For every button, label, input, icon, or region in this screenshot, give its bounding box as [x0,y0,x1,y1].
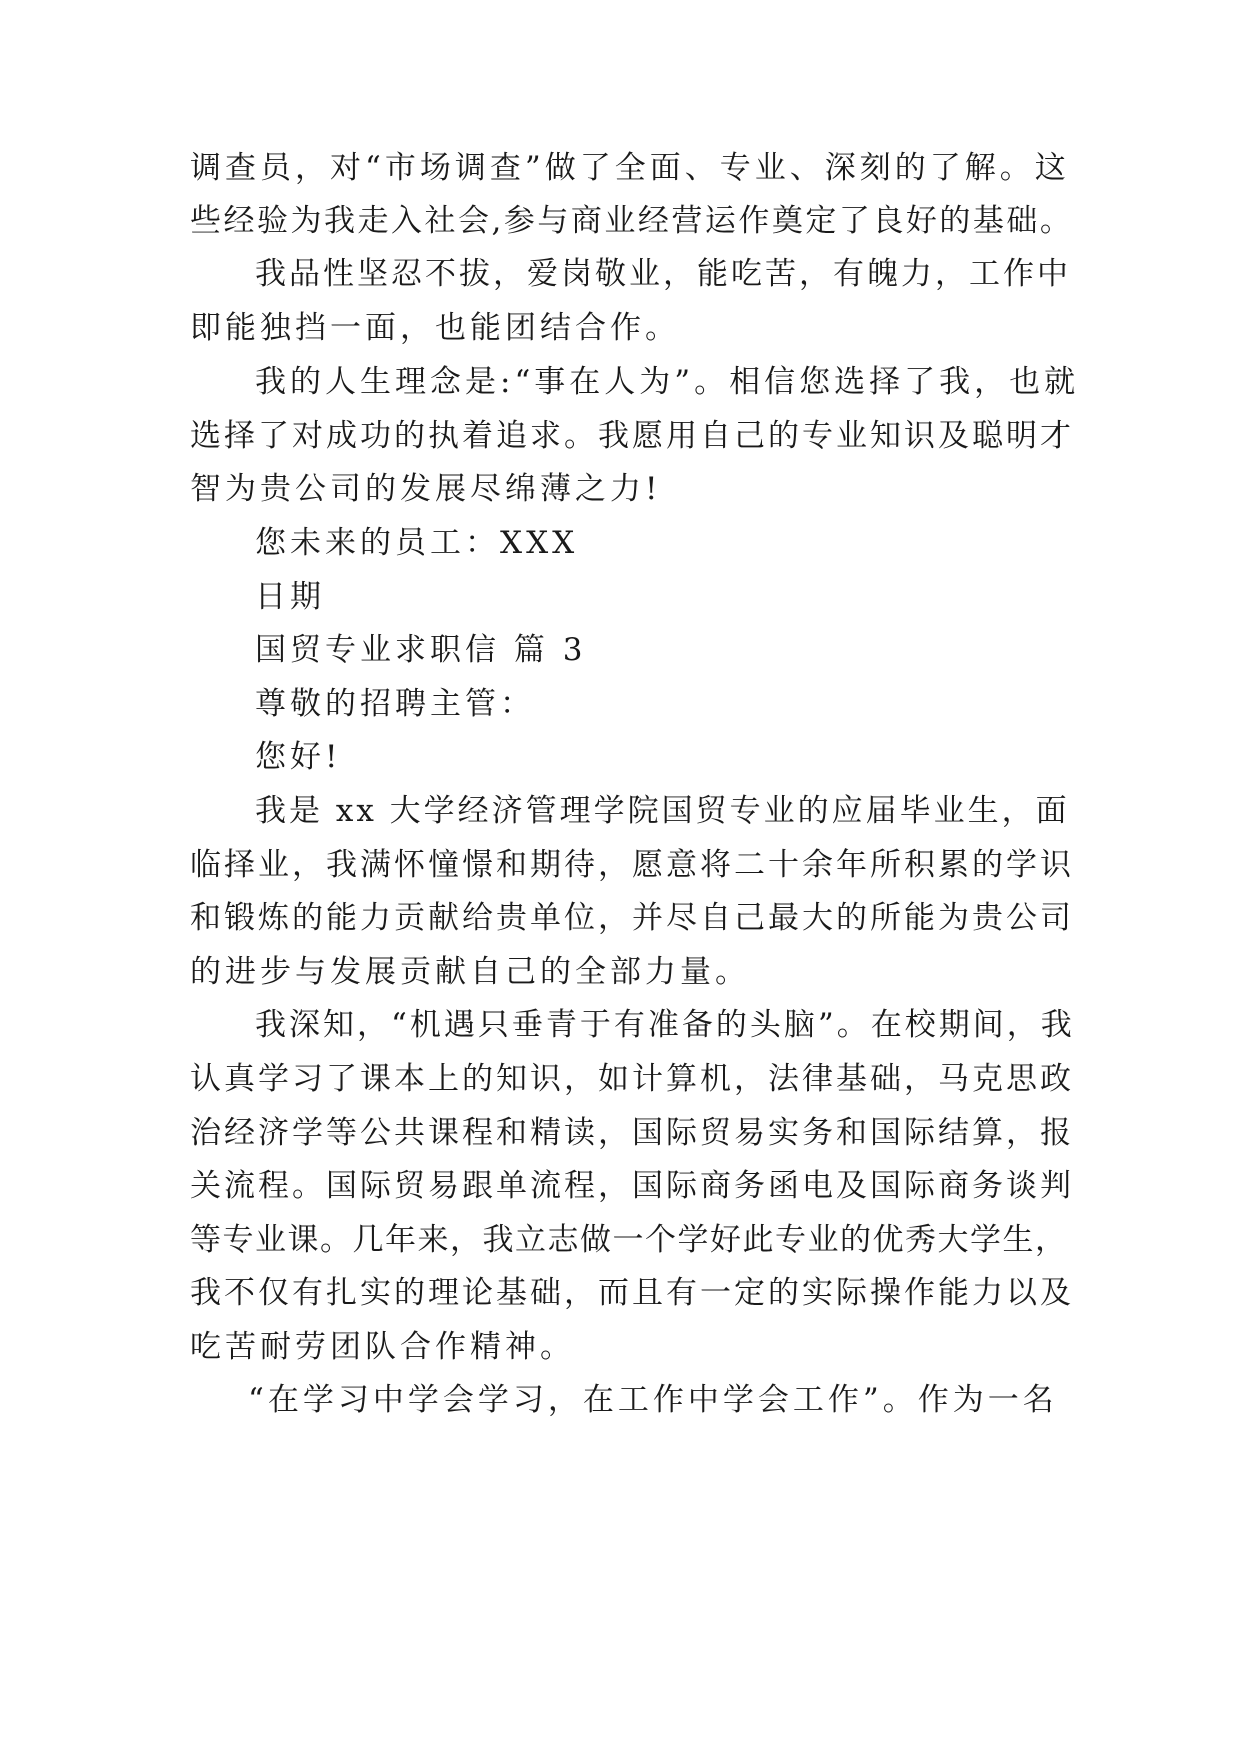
salutation: 尊敬的招聘主管： [255,686,535,722]
text-line: 智为贵公司的发展尽绵薄之力! [190,471,662,507]
text-line: 调查员，对“市场调查”做了全面、专业、深刻的了解。这 [190,150,1070,186]
section-heading: 国贸专业求职信 篇 3 [255,632,587,668]
text-line: 临择业，我满怀憧憬和期待，愿意将二十余年所积累的学识 [190,847,1074,883]
text-line: 我深知，“机遇只垂青于有准备的头脑”。在校期间，我 [255,1007,1075,1043]
text-line: 的进步与发展贡献自己的全部力量。 [190,954,750,990]
greeting: 您好! [255,739,342,775]
text-line: 我品性坚忍不拔，爱岗敬业，能吃苦，有魄力，工作中 [255,256,1071,292]
text-line: 认真学习了课本上的知识，如计算机，法律基础，马克思政 [190,1061,1074,1097]
text-line: 选择了对成功的执着追求。我愿用自己的专业知识及聪明才 [190,418,1074,454]
text-line: 等专业课。几年来，我立志做一个学好此专业的优秀大学生， [190,1222,1068,1258]
text-line: 日期 [255,579,325,615]
text-line: 吃苦耐劳团队合作精神。 [190,1329,575,1365]
text-line: 即能独挡一面，也能团结合作。 [190,310,680,346]
text-line: 我是 xx 大学经济管理学院国贸专业的应届毕业生，面 [255,793,1070,829]
text-line: 我的人生理念是:“事在人为”。相信您选择了我，也就 [255,364,1080,400]
text-line: 和锻炼的能力贡献给贵单位，并尽自己最大的所能为贵公司 [190,900,1074,936]
text-line: 您未来的员工：XXX [255,525,579,561]
text-line: 我不仅有扎实的理论基础，而且有一定的实际操作能力以及 [190,1275,1074,1311]
text-line: “在学习中学会学习，在工作中学会工作”。作为一名 [248,1382,1058,1418]
text-line: 些经验为我走入社会,参与商业经营运作奠定了良好的基础。 [190,203,1074,239]
text-line: 治经济学等公共课程和精读，国际贸易实务和国际结算，报 [190,1115,1074,1151]
text-line: 关流程。国际贸易跟单流程，国际商务函电及国际商务谈判 [190,1168,1074,1204]
